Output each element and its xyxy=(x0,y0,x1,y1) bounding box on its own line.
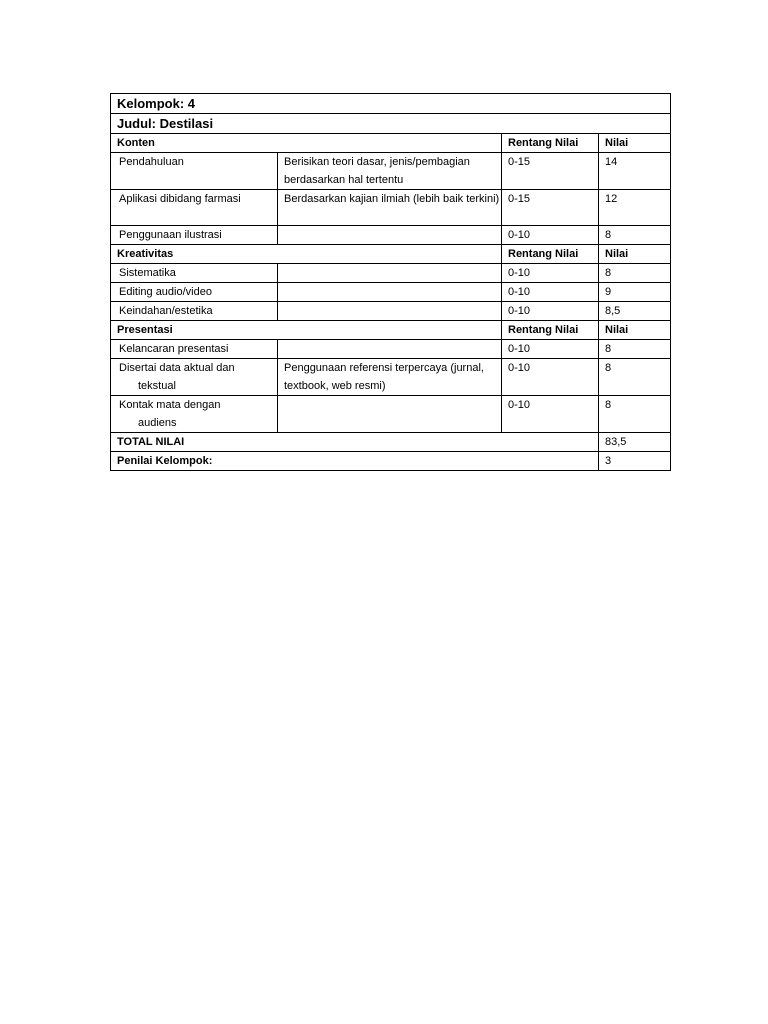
score-cell: 12 xyxy=(599,190,671,226)
score-cell: 8 xyxy=(599,340,671,359)
table-row xyxy=(111,283,671,302)
section-title: Kreativitas xyxy=(111,245,502,264)
assessor-label: Penilai Kelompok: xyxy=(111,452,599,471)
score-cell: 8 xyxy=(599,359,671,396)
range-cell: 0-10 xyxy=(502,264,599,283)
range-cell: 0-10 xyxy=(502,226,599,245)
score-header: Nilai xyxy=(599,245,671,264)
description-cell xyxy=(278,264,502,283)
criteria-line: tekstual xyxy=(138,380,176,392)
description-cell: Berdasarkan kajian ilmiah (lebih baik terkini) xyxy=(278,190,502,226)
table-row xyxy=(111,226,671,245)
total-label: TOTAL NILAI xyxy=(111,433,599,452)
description-cell xyxy=(278,340,502,359)
score-cell: 8 xyxy=(599,396,671,433)
description-cell xyxy=(278,302,502,321)
description-cell: Penggunaan referensi terpercaya (jurnal, textbook, web resmi) xyxy=(278,359,502,396)
group-label: Kelompok: 4 xyxy=(111,94,671,114)
table-row xyxy=(111,264,671,283)
criteria-cell: Penggunaan ilustrasi xyxy=(111,226,278,245)
assessor-value: 3 xyxy=(599,452,671,471)
score-cell: 8,5 xyxy=(599,302,671,321)
score-cell: 8 xyxy=(599,264,671,283)
criteria-cell: Keindahan/estetika xyxy=(111,302,278,321)
score-header: Nilai xyxy=(599,321,671,340)
total-value: 83,5 xyxy=(599,433,671,452)
range-header: Rentang Nilai xyxy=(502,321,599,340)
score-cell: 9 xyxy=(599,283,671,302)
table-row xyxy=(111,153,671,190)
range-cell: 0-15 xyxy=(502,190,599,226)
criteria-cell: Aplikasi dibidang farmasi xyxy=(111,190,278,226)
table-row xyxy=(111,396,671,433)
section-header-kreativitas xyxy=(111,245,671,264)
score-cell: 8 xyxy=(599,226,671,245)
assessor-row xyxy=(111,452,671,471)
criteria-cell: Kelancaran presentasi xyxy=(111,340,278,359)
description-cell xyxy=(278,396,502,433)
range-cell: 0-10 xyxy=(502,396,599,433)
section-title: Konten xyxy=(111,134,502,153)
range-cell: 0-10 xyxy=(502,340,599,359)
total-row xyxy=(111,433,671,452)
range-cell: 0-10 xyxy=(502,302,599,321)
table-row xyxy=(111,302,671,321)
criteria-line: audiens xyxy=(138,417,177,429)
range-cell: 0-10 xyxy=(502,283,599,302)
group-row xyxy=(111,94,671,114)
section-header-presentasi xyxy=(111,321,671,340)
criteria-cell xyxy=(111,359,278,396)
description-cell: Berisikan teori dasar, jenis/pembagian berdasarkan hal tertentu xyxy=(278,153,502,190)
assessment-table xyxy=(110,93,671,471)
score-cell: 14 xyxy=(599,153,671,190)
criteria-cell xyxy=(111,396,278,433)
title-row xyxy=(111,114,671,134)
section-header-konten xyxy=(111,134,671,153)
description-cell xyxy=(278,226,502,245)
criteria-cell: Editing audio/video xyxy=(111,283,278,302)
criteria-line: Disertai data aktual dan xyxy=(119,362,235,374)
table-row xyxy=(111,190,671,226)
range-cell: 0-15 xyxy=(502,153,599,190)
assessment-sheet xyxy=(110,93,670,471)
section-title: Presentasi xyxy=(111,321,502,340)
range-header: Rentang Nilai xyxy=(502,134,599,153)
range-header: Rentang Nilai xyxy=(502,245,599,264)
criteria-cell: Pendahuluan xyxy=(111,153,278,190)
description-cell xyxy=(278,283,502,302)
score-header: Nilai xyxy=(599,134,671,153)
range-cell: 0-10 xyxy=(502,359,599,396)
title-label: Judul: Destilasi xyxy=(111,114,671,134)
criteria-line: Kontak mata dengan xyxy=(119,399,221,411)
table-row xyxy=(111,359,671,396)
table-row xyxy=(111,340,671,359)
criteria-cell: Sistematika xyxy=(111,264,278,283)
